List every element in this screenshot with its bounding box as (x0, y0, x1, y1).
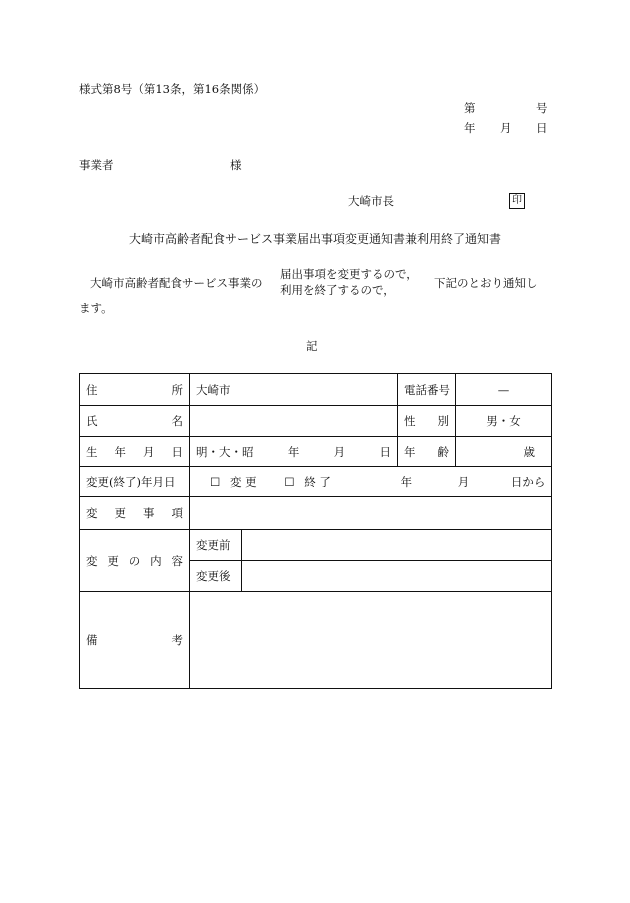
birth-month-unit: 月 (333, 444, 346, 459)
notification-form-table (79, 373, 552, 689)
address-field[interactable]: 大崎市 (190, 374, 398, 406)
remarks-label: 備 考 (86, 633, 183, 647)
change-item-label-cell (80, 497, 190, 530)
header-month: 月 (500, 121, 512, 135)
body-end: ます。 (79, 301, 113, 315)
sex-field[interactable]: 男・女 (456, 406, 552, 437)
change-date-field[interactable] (190, 467, 552, 497)
sex-label: 性 別 (404, 414, 449, 428)
checkbox-end[interactable]: ☐ (284, 474, 295, 489)
seal-glyph: 印 (509, 193, 525, 209)
birth-day-unit: 日 (379, 444, 391, 459)
row-remarks (80, 592, 552, 689)
change-content-label: 変 更 の 内 容 (86, 553, 183, 568)
birth-year-unit: 年 (287, 444, 300, 459)
remarks-label-cell (80, 592, 190, 689)
header-go: 号 (536, 101, 548, 115)
name-label-cell (80, 406, 190, 437)
era-options: 明・大・昭 (196, 444, 254, 459)
sex-label-cell (398, 406, 456, 437)
phone-label: 電話番号 (398, 374, 456, 406)
row-name (80, 406, 552, 437)
age-field[interactable] (456, 437, 552, 467)
row-birthdate (80, 437, 552, 467)
change-item-label: 変 更 事 項 (86, 506, 183, 520)
name-field[interactable] (190, 406, 398, 437)
header-dai: 第 (464, 101, 476, 115)
change-content-label-cell (80, 530, 190, 592)
before-label: 変更前 (190, 530, 242, 561)
birth-label-cell (80, 437, 190, 467)
before-field[interactable] (242, 530, 552, 561)
age-unit: 歳 (523, 444, 535, 459)
checkbox-change[interactable]: ☐ (210, 474, 221, 489)
body-option-change: 届出事項を変更するので， (280, 267, 418, 281)
name-label: 氏 名 (86, 414, 183, 428)
header-year: 年 (464, 121, 476, 135)
change-item-field[interactable] (190, 497, 552, 530)
addressee-honorific: 様 (230, 158, 242, 172)
document-title: 大崎市高齢者配食サービス事業届出事項変更通知書兼利用終了通知書 (128, 232, 501, 246)
body-lead: 大崎市高齢者配食サービス事業の (90, 276, 263, 290)
checkbox-end-label: 終 了 (304, 474, 331, 489)
change-date-label: 変更(終了)年月日 (80, 467, 190, 497)
after-label: 変更後 (190, 561, 242, 592)
birthdate-field[interactable] (190, 437, 398, 467)
after-field[interactable] (242, 561, 552, 592)
row-change-date (80, 467, 552, 497)
addressee-label: 事業者 (79, 158, 114, 172)
birthdate-parts (196, 444, 391, 460)
issuer-name: 大崎市長 (348, 194, 394, 208)
birth-label: 生 年 月 日 (86, 444, 183, 459)
header-day: 日 (536, 121, 548, 135)
change-day-from: 日から (510, 474, 546, 489)
change-year-unit: 年 (400, 474, 413, 489)
form-reference: 様式第8号（第13条，第16条関係） (79, 82, 266, 96)
body-tail: 下記のとおり通知し (434, 276, 538, 290)
remarks-field[interactable] (190, 592, 552, 689)
row-change-before (80, 530, 552, 561)
row-change-item (80, 497, 552, 530)
address-label: 住 所 (86, 382, 183, 397)
body-option-end: 利用を終了するので， (280, 283, 395, 297)
checkbox-change-label: 変 更 (229, 474, 257, 489)
change-month-unit: 月 (457, 474, 470, 489)
phone-field[interactable]: — (456, 374, 552, 406)
row-address (80, 374, 552, 406)
address-label-cell (80, 374, 190, 406)
ki-mark: 記 (306, 339, 318, 353)
seal-mark (509, 192, 525, 209)
age-label: 年 齢 (404, 444, 449, 459)
age-label-cell (398, 437, 456, 467)
